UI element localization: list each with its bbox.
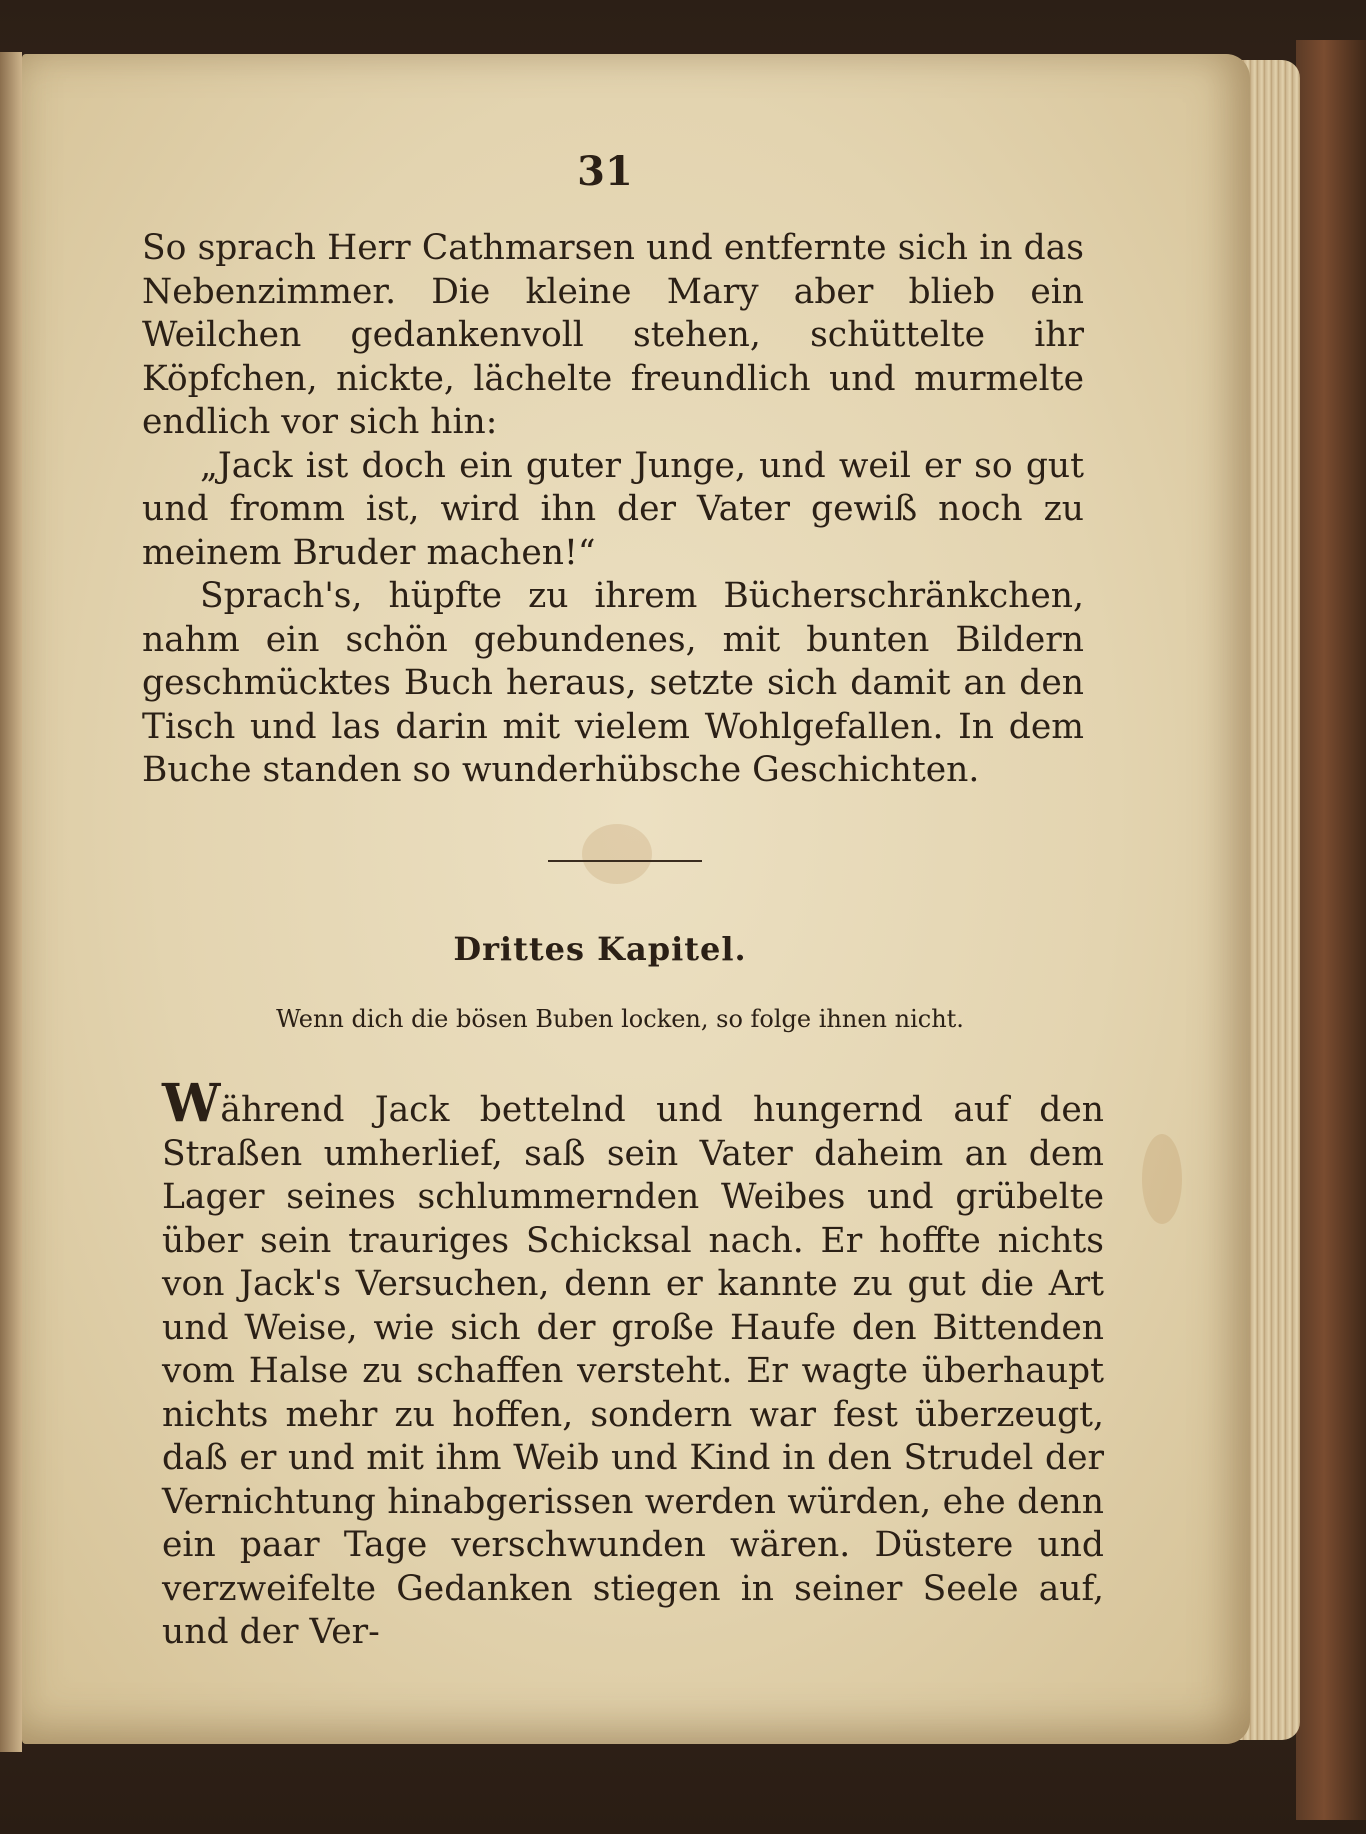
chapter-paragraph-text: ährend Jack bettelnd und hungernd auf den Straßen umherlief, saß sein Vater daheim an dem Lager seines schlummernden Weibes und grübelte über sein trauriges Schicksal nach. Er hoffte nichts von Jack's Versuchen, denn er kannte zu gut die Art und Weise, wie sich der große Haufe den Bittenden vom Halse zu schaffen versteht. Er wagte überhaupt nichts mehr zu hoffen, sondern war fest überzeugt, daß er und mit ihm Weib und Kind in den Strudel der Vernichtung hinabgerissen werden würden, ehe denn ein paar Tage verschwunden wären. Düstere und verzweifelte Gedanken stiegen in seiner Seele auf, und der Ver- (162, 1090, 1104, 1652)
previous-page-edge (0, 52, 22, 1752)
chapter-title: Drittes Kapitel. (453, 930, 747, 968)
section-divider (548, 860, 702, 862)
paragraph: So sprach Herr Cathmarsen und entfernte sich in das Nebenzimmer. Die kleine Mary aber blieb ein Weilchen gedankenvoll stehen, schüttelte ihr Köpfchen, nickte, lächelte freundlich und murmelte endlich vor sich hin: (142, 228, 1084, 442)
drop-cap: W (162, 1073, 221, 1134)
paragraph: „Jack ist doch ein guter Junge, und weil er so gut und fromm ist, wird ihn der Vater gewiß noch zu meinem Bruder machen!“ (142, 445, 1084, 573)
top-text-block (142, 227, 1084, 793)
paragraph (162, 1073, 1104, 1655)
paper-stain (1142, 1134, 1182, 1224)
paper-stain (582, 824, 652, 884)
chapter-text-block (162, 1073, 1104, 1655)
book-cover-edge (1296, 40, 1366, 1820)
page-number: 31 (577, 148, 633, 195)
chapter-motto: Wenn dich die bösen Buben locken, so folge ihnen nicht. (276, 1005, 964, 1033)
paragraph: Sprach's, hüpfte zu ihrem Bücherschränkchen, nahm ein schön gebundenes, mit bunten Bildern geschmücktes Buch heraus, setzte sich damit an den Tisch und las darin mit vielem Wohlgefallen. In dem Buche standen so wunderhübsche Geschichten. (142, 576, 1084, 790)
